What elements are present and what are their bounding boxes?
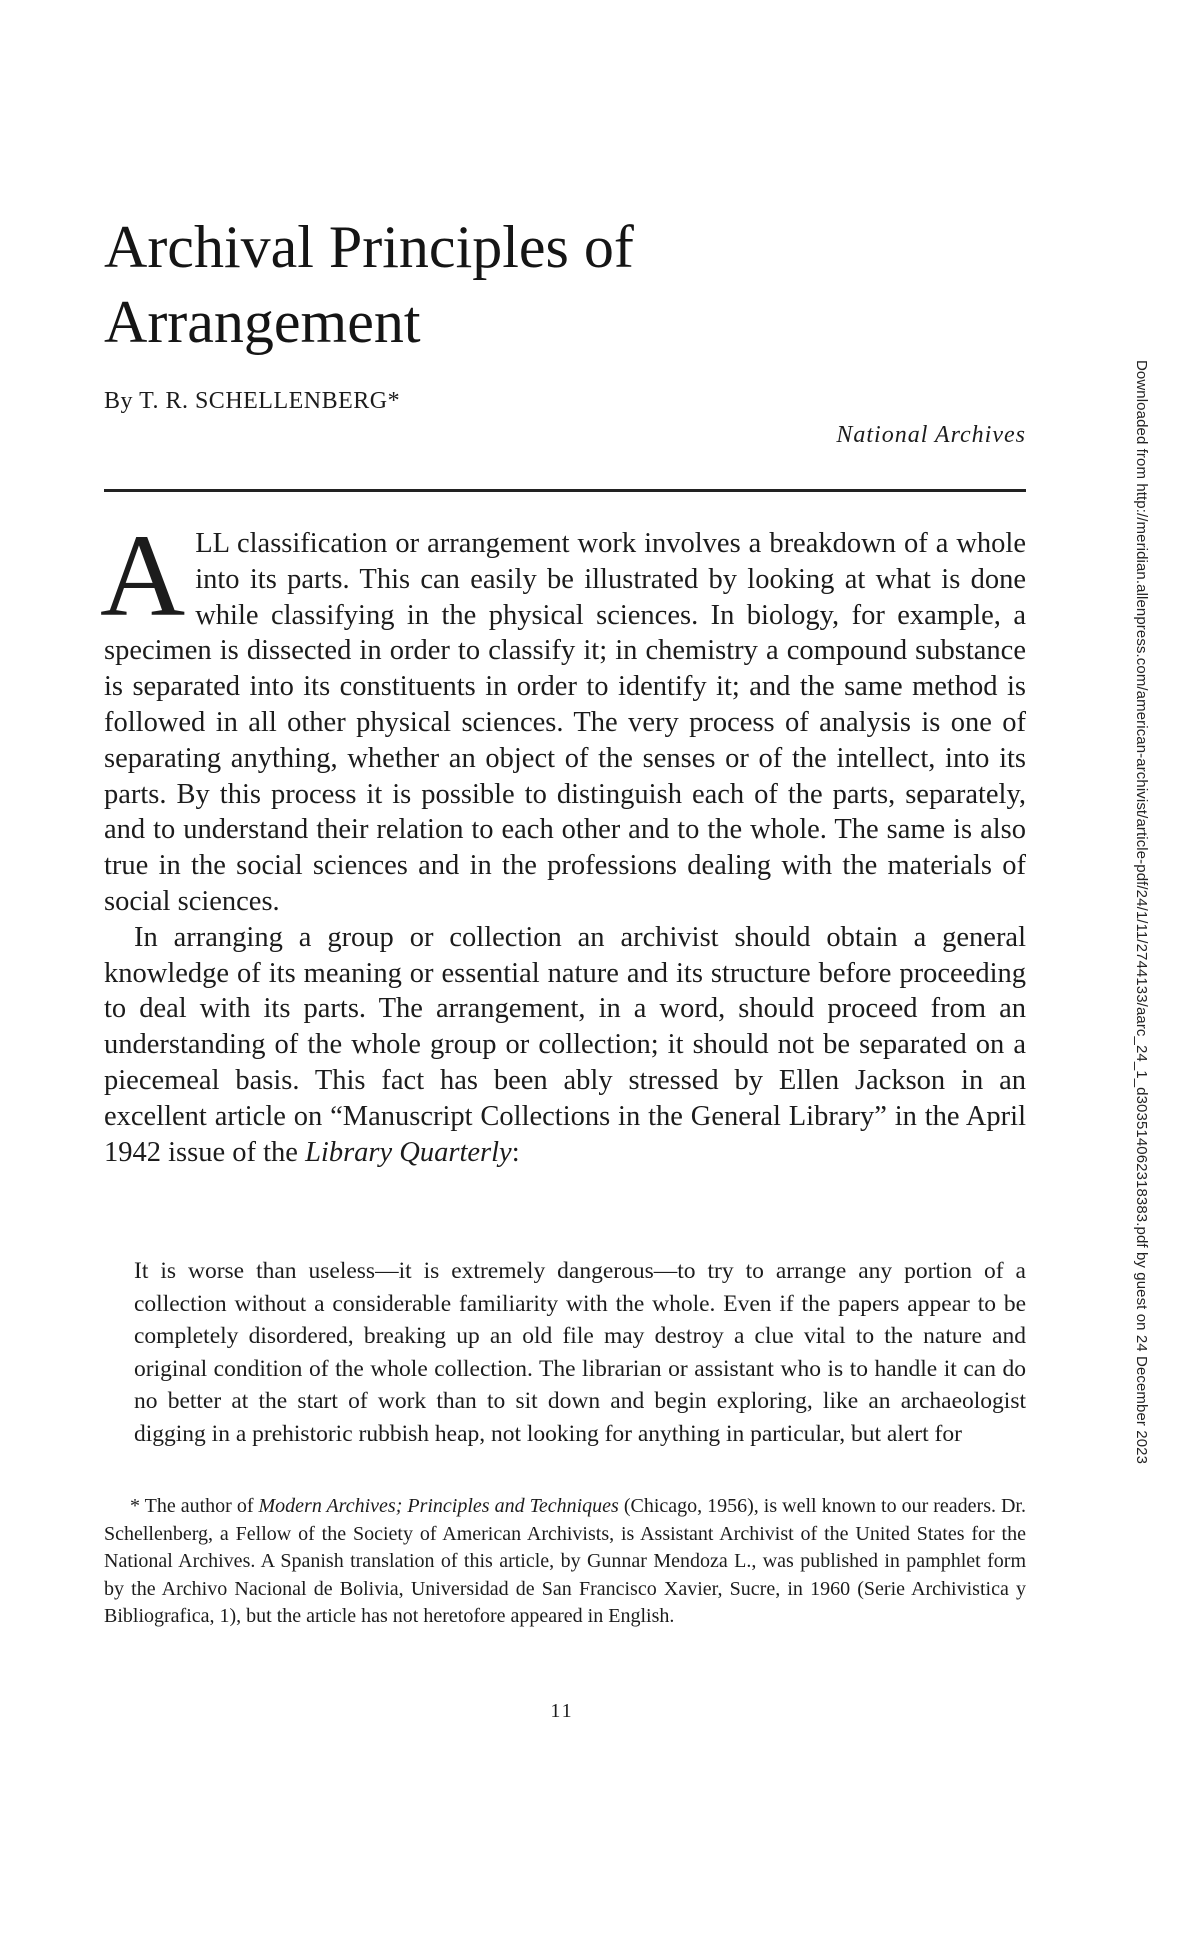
footnote-book-title: Modern Archives; Principles and Techniques bbox=[258, 1495, 619, 1517]
footnote-lead: * The author of bbox=[130, 1495, 259, 1517]
paragraph-1 bbox=[100, 510, 1026, 920]
paragraph-2-end: : bbox=[511, 1136, 520, 1168]
drop-cap: A bbox=[100, 510, 186, 641]
author-byline: By T. R. SCHELLENBERG* bbox=[104, 388, 401, 414]
paragraph-1-text: LL classification or arrangement work involves a breakdown of a whole into its parts. This can easily be illustrated by looking at what is done while classifying in the physical sciences. In biology, for example, a specimen is dissected in order to classify it; in chemistry a compound substance is separated into its constituents in order to identify it; and the same method is followed in all other physical sciences. The very process of analysis is one of separating anything, whether an object of the senses or of the intellect, into its parts. By this process it is possible to distinguish each of the parts, separately, and to understand their relation to each other and to the whole. The same is also true in the social sciences and in the professions dealing with the materials of social sciences. bbox=[104, 528, 1026, 917]
article-title: Archival Principles of Arrangement bbox=[104, 214, 634, 355]
footnote-text: (Chicago, 1956), is well known to our readers. Dr. Schellenberg, a Fellow of the Society of American Archivists, is Assistant Archivist of the United States for the National Archives. A Spanish translation of this article, by Gunnar Mendoza L., was published in pamphlet form by the Archivo Nacional de Bolivia, Universidad de San Francisco Xavier, Sucre, in 1960 (Serie Archivistica y Bibliografica, 1), but the article has not heretofore appeared in English. bbox=[104, 1495, 1026, 1627]
journal-title: Library Quarterly bbox=[305, 1136, 512, 1168]
download-notice: Downloaded from http://meridian.allenpress.com/american-archivist/article-pdf/24/1/11/2744133/aarc_24_1_d303514062318383.pdf by guest on 24 December 2023 bbox=[1133, 360, 1150, 1465]
title-rule bbox=[104, 489, 1026, 492]
footnote bbox=[104, 1493, 1026, 1631]
page-number: 11 bbox=[550, 1700, 574, 1722]
paragraph-2-text: In arranging a group or collection an archivist should obtain a general knowledge of its meaning or essential nature and its structure before proceeding to deal with its parts. The arrangement, in a word, should proceed from an understanding of the whole group or collection; it should not be separated on a piecemeal basis. This fact has been ably stressed by Ellen Jackson in an excellent article on “Manuscript Collections in the General Library” in the April 1942 issue of the bbox=[104, 921, 1026, 1168]
article-body bbox=[100, 510, 1026, 1170]
block-quote: It is worse than useless—it is extremely dangerous—to try to arrange any portion of a collection without a considerable familiarity with the whole. Even if the papers appear to be completely disordered, breaking up an old file may destroy a clue vital to the nature and original condition of the whole collection. The librarian or assistant who is to handle it can do no better at the start of work than to sit down and begin exploring, like an archaeologist digging in a prehistoric rubbish heap, not looking for anything in particular, but alert for bbox=[134, 1258, 1026, 1447]
author-affiliation: National Archives bbox=[836, 422, 1026, 448]
paragraph-2 bbox=[104, 920, 1026, 1171]
